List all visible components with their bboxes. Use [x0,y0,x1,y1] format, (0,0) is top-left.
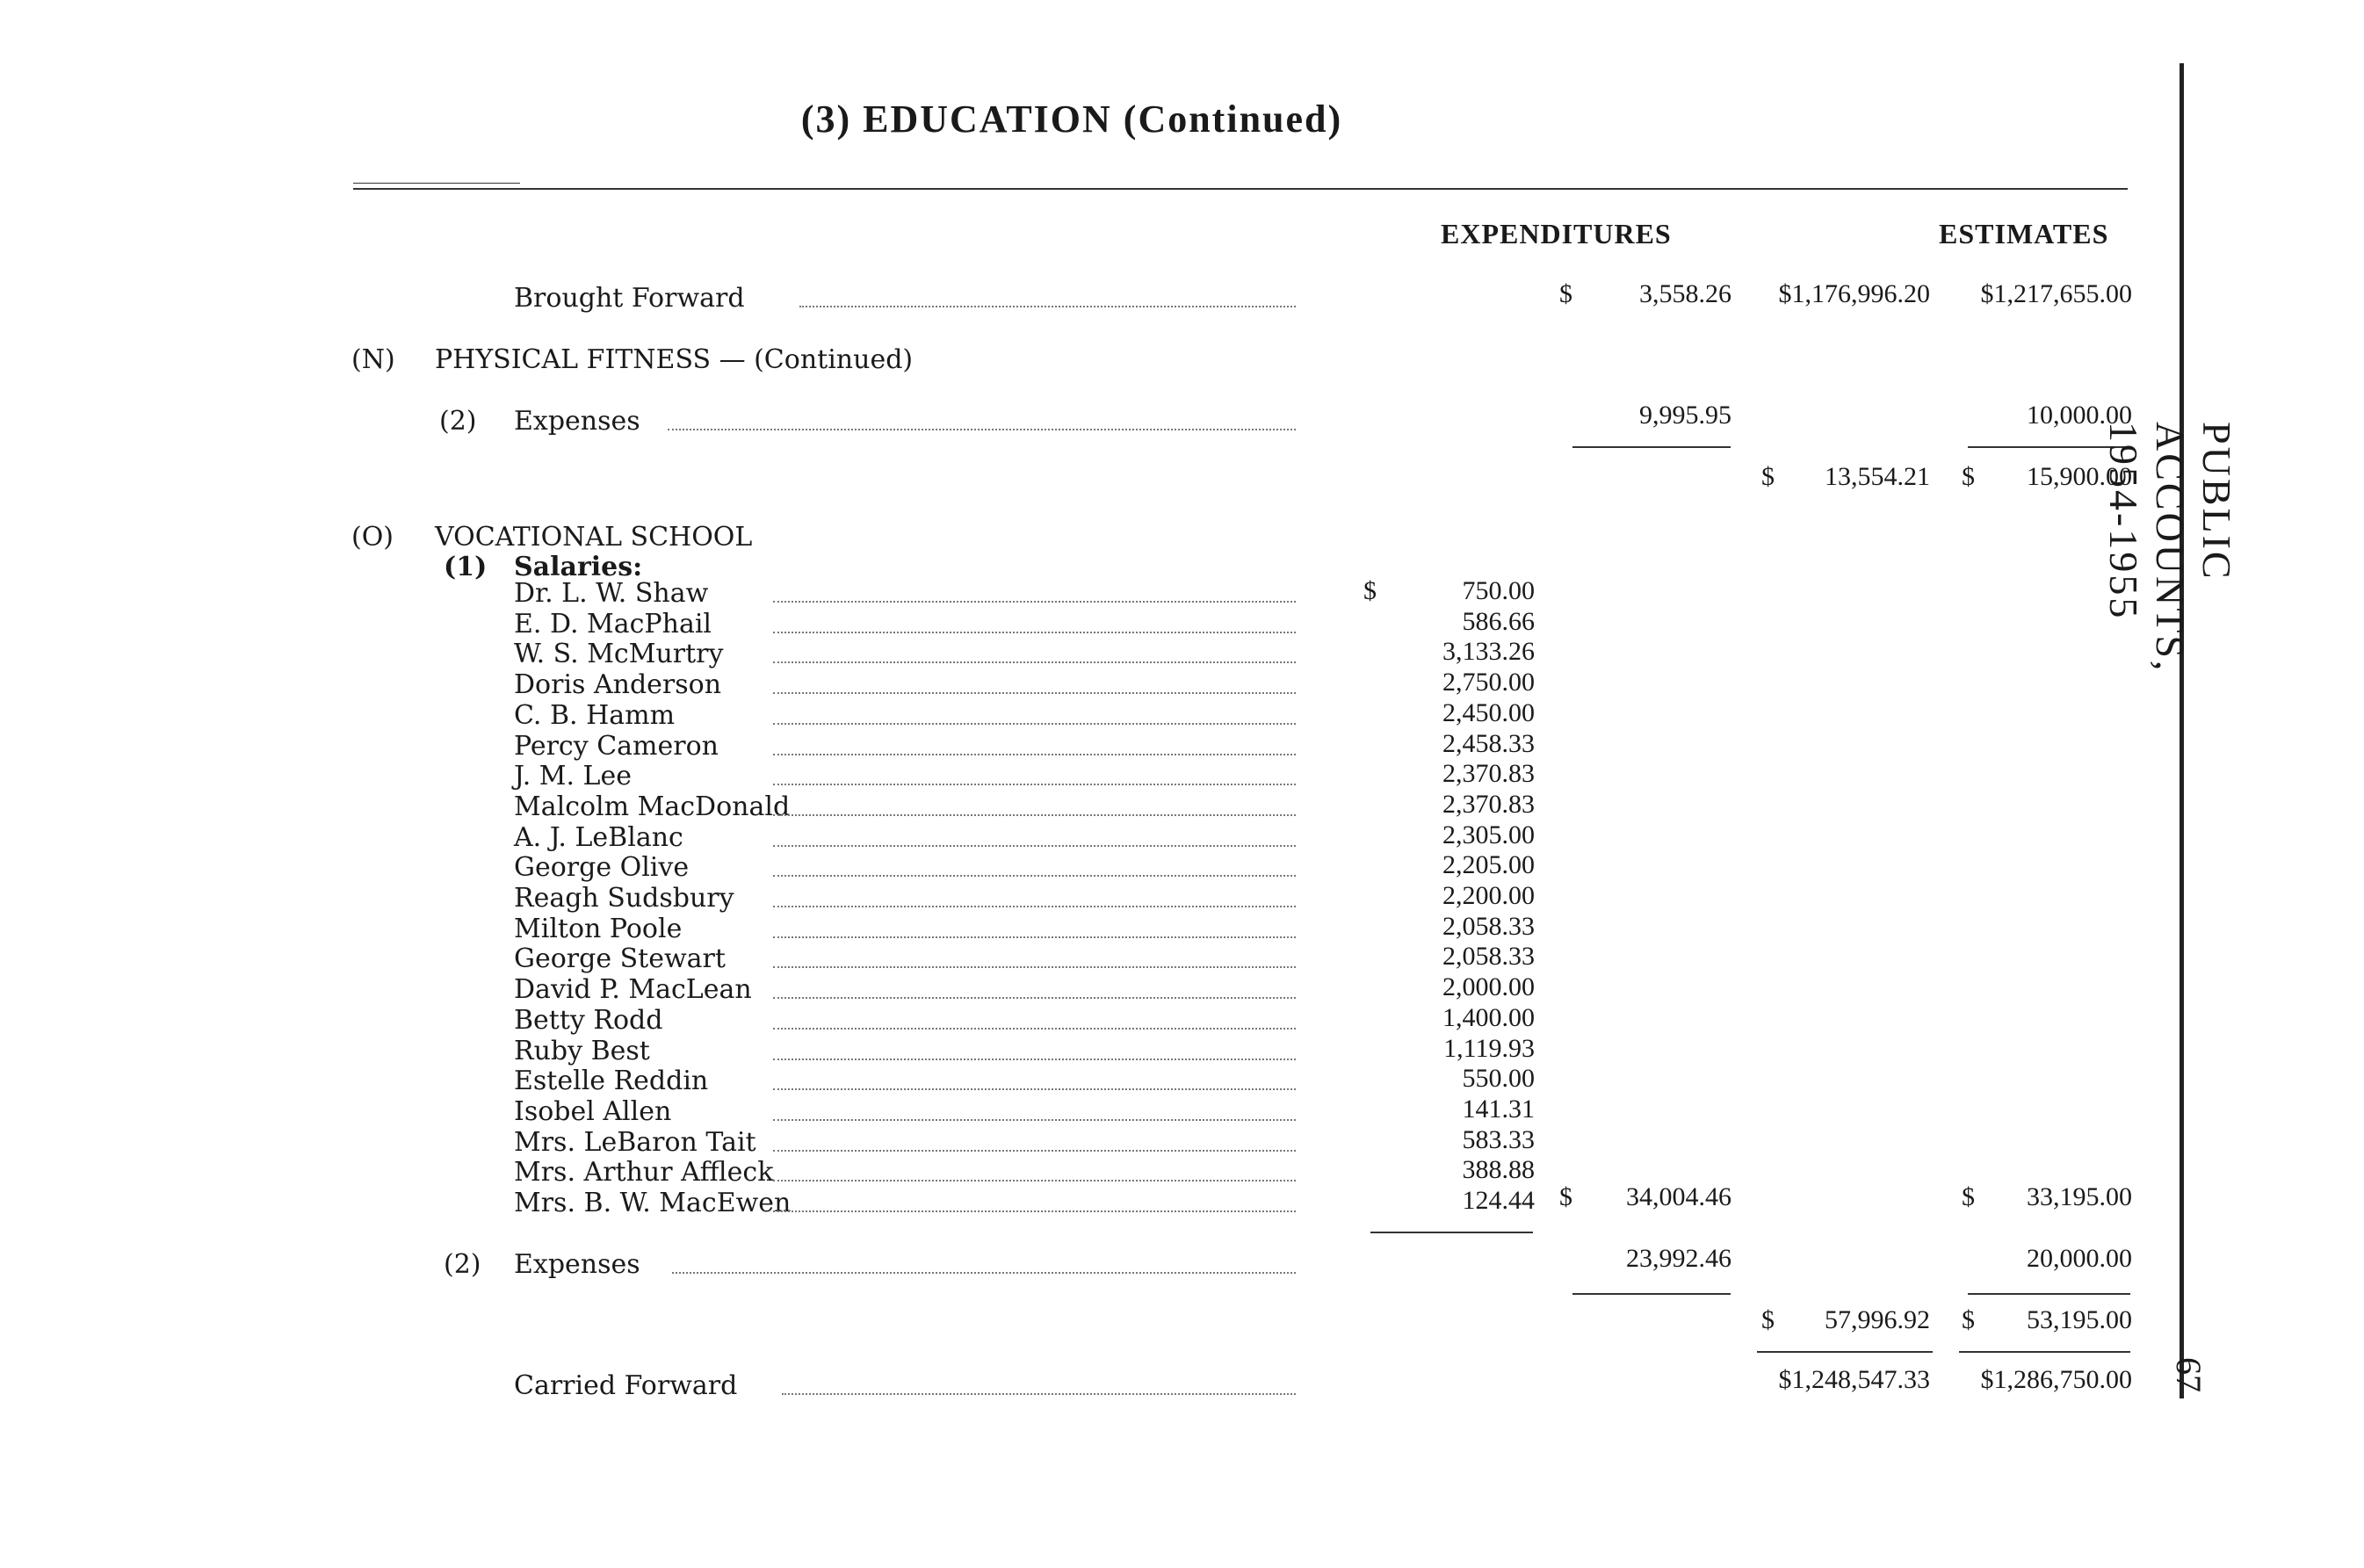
leader-dots [773,1119,1296,1121]
salary-amount: 388.88 [1462,1155,1535,1184]
leader-dots [773,875,1296,877]
expenses-amount: 23,992.46 [1626,1244,1731,1273]
expenditures-header: EXPENDITURES [1441,218,1672,249]
salary-name: E. D. MacPhail [514,609,712,639]
salary-amount: 2,458.33 [1442,729,1535,758]
item-number: (1) [444,552,488,582]
leader-dots [773,723,1296,725]
salary-amount: 586.66 [1462,607,1535,636]
leader-dots [773,784,1296,785]
dollar-sign: $ [1761,462,1775,491]
leader-dots [773,966,1296,968]
salaries-rule [1370,1232,1533,1233]
salary-name: Reagh Sudsbury [514,883,734,914]
leader-dots [773,997,1296,999]
salary-name: Mrs. Arthur Affleck [514,1157,774,1188]
salary-amount: 2,200.00 [1442,881,1535,910]
salary-amount: 2,058.33 [1442,912,1535,941]
leader-dots [782,1393,1296,1395]
salary-amount: 141.31 [1462,1095,1535,1124]
brought-forward-total: $1,176,996.20 [1778,279,1930,308]
salary-name: Mrs. B. W. MacEwen [514,1188,792,1218]
salary-name: Isobel Allen [514,1096,672,1127]
salary-name: Ruby Best [514,1036,650,1066]
dollar-sign: $ [1559,279,1572,308]
subtotal-rule [1572,446,1731,448]
salary-amount: 550.00 [1462,1064,1535,1093]
dollar-sign: $ [1559,1182,1572,1211]
dollar-sign: $ [1962,462,1975,491]
leader-dots [773,692,1296,694]
subtotal-rule [1572,1293,1731,1295]
expenses-label: Expenses [514,406,640,437]
leader-dots [773,1150,1296,1152]
estimates-header: ESTIMATES [1939,218,2109,249]
leader-dots [773,661,1296,663]
carried-forward-estimate: $1,286,750.00 [1980,1365,2132,1394]
salary-name: Betty Rodd [514,1005,663,1036]
salary-amount: 124.44 [1462,1186,1535,1215]
salary-name: Percy Cameron [514,731,719,762]
leader-dots [773,845,1296,847]
salary-amount: 2,305.00 [1442,820,1535,849]
section-total: 13,554.21 [1825,462,1930,491]
section-estimate: 53,195.00 [2027,1305,2132,1334]
section-estimate: 15,900.00 [2027,462,2132,491]
salary-amount: 2,058.33 [1442,942,1535,971]
leader-dots [672,1272,1296,1274]
salary-name: C. B. Hamm [514,700,676,731]
salary-name: Mrs. LeBaron Tait [514,1127,756,1158]
salary-amount: 2,000.00 [1442,972,1535,1001]
salary-name: Estelle Reddin [514,1066,709,1096]
salary-amount: 2,370.83 [1442,790,1535,819]
salaries-estimate: 33,195.00 [2027,1182,2132,1211]
title-rule-second [353,183,520,184]
expenses-estimate: 10,000.00 [2027,401,2132,430]
leader-dots [773,632,1296,633]
leader-dots [773,1059,1296,1060]
salary-amount: 3,133.26 [1442,637,1535,666]
salary-amount: 2,205.00 [1442,850,1535,879]
salary-name: A. J. LeBlanc [514,822,683,853]
leader-dots [773,1210,1296,1212]
margin-rule [2180,63,2184,1398]
section-letter: (O) [351,522,394,553]
total-rule [1959,1351,2130,1353]
expenses-label: Expenses [514,1249,640,1280]
dollar-sign: $ [1962,1305,1975,1334]
salary-name: W. S. McMurtry [514,639,724,669]
section-title: PHYSICAL FITNESS — (Continued) [435,344,914,375]
section-title: VOCATIONAL SCHOOL [435,522,753,553]
leader-dots [773,936,1296,938]
brought-forward-expenditure: 3,558.26 [1639,279,1731,308]
salary-name: J. M. Lee [514,761,632,791]
salary-amount: 1,119.93 [1443,1034,1535,1063]
leader-dots [799,306,1296,307]
salary-amount: 750.00 [1462,576,1535,605]
running-header: PUBLIC ACCOUNTS, 1954-1955 [2101,422,2239,674]
salary-amount: 2,450.00 [1442,698,1535,727]
brought-forward-label: Brought Forward [514,283,745,314]
salary-name: George Stewart [514,943,726,974]
dollar-sign: $ [1962,1182,1975,1211]
title-rule [353,188,2128,190]
subtotal-rule [1968,1293,2130,1295]
leader-dots [773,754,1296,755]
leader-dots [773,906,1296,907]
carried-forward-label: Carried Forward [514,1370,738,1401]
dollar-sign: $ [1363,576,1377,605]
page-title: (3) EDUCATION (Continued) [800,98,1343,141]
leader-dots [773,814,1296,816]
page-number: 67 [2169,1357,2209,1392]
salary-amount: 2,370.83 [1442,759,1535,788]
dollar-sign: $ [1761,1305,1775,1334]
leader-dots [773,1180,1296,1181]
item-number: (2) [439,406,477,437]
salary-name: George Olive [514,852,690,883]
salary-amount: 583.33 [1462,1125,1535,1154]
section-total: 57,996.92 [1825,1305,1930,1334]
brought-forward-estimate: $1,217,655.00 [1980,279,2132,308]
expenses-amount: 9,995.95 [1639,401,1731,430]
leader-dots [773,601,1296,603]
leader-dots [773,1028,1296,1030]
carried-forward-total: $1,248,547.33 [1778,1365,1930,1394]
section-letter: (N) [351,344,395,375]
item-number: (2) [444,1249,481,1280]
expenses-estimate: 20,000.00 [2027,1244,2132,1273]
salaries-total: 34,004.46 [1626,1182,1731,1211]
salary-name: Doris Anderson [514,669,722,700]
salaries-label: Salaries: [514,552,643,582]
salary-name: Milton Poole [514,914,683,944]
salary-name: Malcolm MacDonald [514,791,791,822]
total-rule [1757,1351,1933,1353]
salary-name: David P. MacLean [514,974,752,1005]
leader-dots [668,429,1296,430]
salary-amount: 1,400.00 [1442,1003,1535,1032]
leader-dots [773,1088,1296,1090]
salary-name: Dr. L. W. Shaw [514,578,709,609]
salary-amount: 2,750.00 [1442,668,1535,697]
